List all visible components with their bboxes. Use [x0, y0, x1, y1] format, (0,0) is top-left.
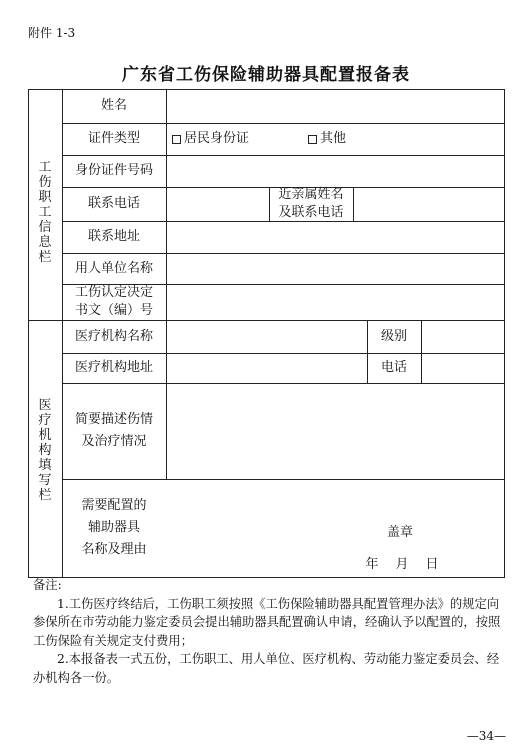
date-day-label: 日	[425, 557, 439, 572]
institution-address-field[interactable]	[166, 353, 367, 383]
name-label: 姓名	[100, 98, 127, 113]
date-month-label: 月	[395, 557, 409, 572]
id-number-field[interactable]	[166, 155, 504, 187]
device-need-label-line: 辅助器具	[87, 520, 140, 535]
note-item-1: 1.工伤医疗终结后，工伤职工须按照《工伤保险辅助器具配置管理办法》的规定向参保所在市劳动能力鉴定委员会提出辅助器具配置确认申请，经确认予以配置的，按照工伤保险有关规定支付费用；	[33, 596, 501, 648]
section-medical-institution: 医疗机构填写栏	[38, 398, 52, 503]
id-type-label: 证件类型	[87, 131, 140, 146]
employer-field[interactable]	[166, 253, 504, 284]
device-need-label-line: 需要配置的	[81, 498, 147, 513]
id-type-option-other[interactable]	[308, 123, 408, 155]
institution-phone-field[interactable]	[421, 353, 504, 383]
relative-contact-field[interactable]	[353, 187, 504, 221]
address-label: 联系地址	[87, 229, 140, 244]
relative-label-line: 及联系电话	[278, 205, 344, 220]
checkbox-icon[interactable]	[172, 135, 181, 144]
phone-field[interactable]	[166, 187, 269, 221]
institution-address-label: 医疗机构地址	[74, 360, 153, 375]
section-worker-info: 工伤职工信息栏	[38, 160, 52, 265]
name-field[interactable]	[166, 89, 504, 123]
decision-label-line: 书文（编）号	[74, 303, 153, 318]
id-type-option-resident-card[interactable]	[172, 123, 302, 155]
employer-label: 用人单位名称	[74, 260, 153, 276]
id-type-option-label: 其他	[320, 131, 347, 146]
institution-name-field[interactable]	[166, 320, 367, 353]
injury-description-field[interactable]	[166, 383, 504, 479]
device-need-label-line: 名称及理由	[81, 542, 147, 557]
notes-heading: 备注:	[33, 578, 62, 592]
phone-label: 联系电话	[87, 196, 140, 211]
relative-label-line: 近亲属姓名	[278, 187, 344, 202]
relative-contact-label	[269, 187, 353, 221]
decision-label-line: 工伤认定决定	[74, 285, 153, 300]
notes-section	[33, 576, 503, 687]
date-year-label: 年	[365, 557, 379, 572]
address-field[interactable]	[166, 221, 504, 253]
device-need-field[interactable]	[166, 479, 504, 577]
device-need-label	[62, 479, 166, 577]
decision-number-field[interactable]	[166, 284, 504, 320]
page-number: —34—	[466, 729, 506, 743]
institution-name-label: 医疗机构名称	[74, 328, 153, 344]
description-label-line: 简要描述伤情	[74, 412, 153, 427]
form-title: 广东省工伤保险辅助器具配置报备表	[122, 65, 410, 85]
institution-phone-label: 电话	[380, 360, 407, 375]
level-label: 级别	[380, 328, 407, 344]
seal-label: 盖章	[386, 525, 413, 540]
decision-number-label	[62, 284, 166, 320]
injury-description-label	[62, 383, 166, 479]
level-field[interactable]	[421, 320, 504, 353]
checkbox-icon[interactable]	[308, 135, 317, 144]
id-number-label: 身份证件号码	[74, 163, 153, 178]
description-label-line: 及治疗情况	[81, 434, 147, 449]
note-item-2: 2.本报备表一式五份，工伤职工、用人单位、医疗机构、劳动能力鉴定委员会、经办机构各一份。	[33, 652, 500, 685]
id-type-option-label: 居民身份证	[184, 131, 250, 146]
attachment-label: 附件 1-3	[28, 26, 76, 40]
